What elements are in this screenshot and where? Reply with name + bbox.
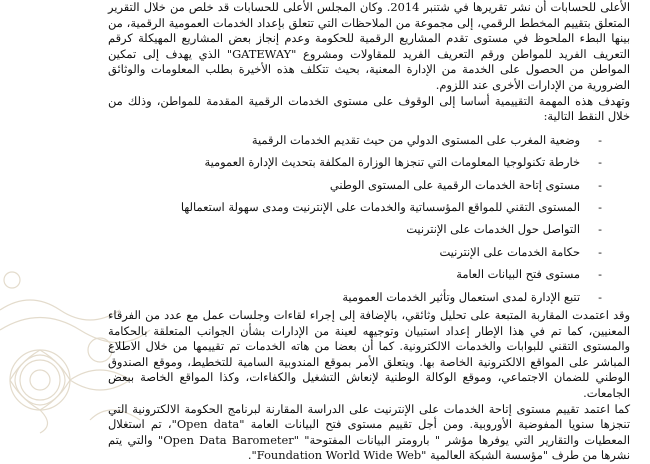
evaluation-points-list	[108, 129, 630, 308]
list-item: - خارطة تكنولوجيا المعلومات التي تنجزها الوزارة المكلفة بتحديث الإدارة العمومية	[108, 151, 580, 173]
paragraph-methodology: وقد اعتمدت المقاربة المتبعة على تحليل وثائقي، بالإضافة إلى إجراء لقاءات وجلسات عمل مع عدد من الفرقاء المعنيين، كما تم في هذا الإطار إعداد استبيان وتوجيهه لعينة من الإدارات بشأن الجوانب المتعلقة بالحكامة والمستوى التقني للبوابات والخدمات الالكترونية. كما أن بعضا من هاته الخدمات تم تقييمها من خلال الاطلاع المباشر على المواقع الالكترونية الخاصة بها. ويتعلق الأمر بموقع المندوبية السامية للتخطيط، وموقع الصندوق الوطني للضمان الاجتماعي، وموقع الوكالة الوطنية لإنعاش التشغيل والكفاءات، وكذا المواقع الخاصة ببعض الجامعات.	[108, 308, 630, 400]
paragraph-benchmark: كما اعتمد تقييم مستوى إتاحة الخدمات على الإنترنيت على الدراسة المقارنة لبرنامج الحكومة الالكترونية التي تنجزها سنويا المفوضية الأوروبية. ومن أجل تقييم مستوى فتح البيانات العامة "Open data"، تم استغلال المعطيات والتقارير التي يوفرها مؤشر " بارومتر البيانات المفتوحة" "Open Data Barometer" والتي يتم نشرها من طرف "مؤسسة الشبكة العالمية "Foundation World Wide Web".	[108, 401, 630, 463]
list-item: - حكامة الخدمات على الإنترنيت	[108, 241, 580, 263]
paragraph-purpose: وتهدف هذه المهمة التقييمية أساسا إلى الوقوف على مستوى الخدمات الرقمية المقدمة للمواطن، وذلك من خلال النقط التالية:	[108, 93, 630, 124]
list-item: - المستوى التقني للمواقع المؤسساتية والخدمات على الإنترنيت ومدى سهولة استعمالها	[108, 196, 580, 218]
document-body	[108, 0, 630, 464]
list-item: - مستوى إتاحة الخدمات الرقمية على المستوى الوطني	[108, 174, 580, 196]
list-item: - تتبع الإدارة لمدى استعمال وتأثير الخدمات العمومية	[108, 286, 580, 308]
list-item: - التواصل حول الخدمات على الإنترنيت	[108, 218, 580, 240]
list-item: - مستوى فتح البيانات العامة	[108, 263, 580, 285]
list-item: - وضعية المغرب على المستوى الدولي من حيث تقديم الخدمات الرقمية	[108, 129, 580, 151]
paragraph-intro: الأعلى للحسابات أن نشر تقريرها في شتنبر 2014. وكان المجلس الأعلى للحسابات قد خلص من خلال التقرير المتعلق بتقييم المخطط الرقمي، إلى مجموعة من الملاحظات التي تتعلق بإعداد الخدمات العمومية الرقمية، من بينها البطء الملحوظ في مستوى تقدم المشاريع الرقمية للحكومة وعدم إنجاز بعض المشاريع المهيكلة كرقم التعريف الفريد للمواطن ورقم التعريف الفريد للمقاولات ومشروع "GATEWAY" الذي يهدف إلى تمكين المواطن من الحصول على الخدمة من الإدارة المعنية، بحيث تتكلف هذه الأخيرة بطلب المعلومات والوثائق الضرورية من الإدارات الأخرى عند اللزوم.	[108, 0, 630, 92]
